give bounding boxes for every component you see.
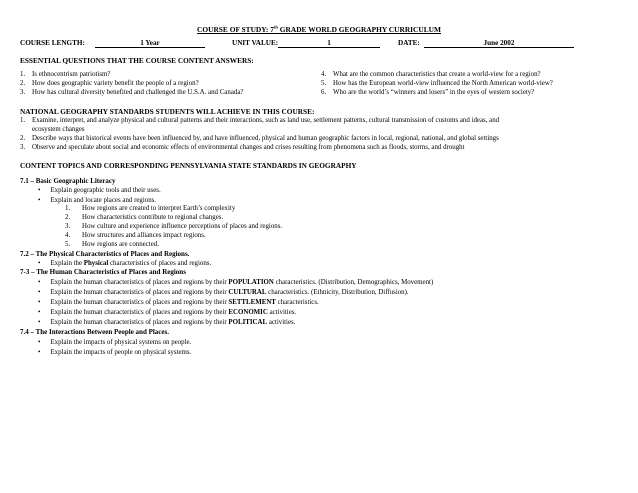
- bullet-icon: •: [38, 298, 41, 306]
- bullet-item: • Explain the impacts of physical systems on people.: [38, 338, 192, 346]
- bullet-item: • Explain the human characteristics of places and regions by their POLITICAL activities.: [38, 318, 296, 326]
- bullet-item: • Explain the impacts of people on physical systems.: [38, 348, 192, 356]
- bullet-icon: •: [38, 318, 41, 326]
- bullet-item: • Explain geographic tools and their uses.: [38, 186, 161, 194]
- list-item: 4. What are the common characteristics that create a world-view for a region?: [321, 71, 541, 78]
- section-heading-7-2: 7.2 – The Physical Characteristics of Places and Regions.: [20, 250, 190, 258]
- course-length-value: 1 Year: [95, 39, 205, 48]
- date-label: DATE:: [398, 39, 420, 47]
- bullet-item: • Explain the human characteristics of places and regions by their SETTLEMENT characteristics.: [38, 298, 319, 306]
- date-value: June 2002: [424, 39, 574, 48]
- section-heading-7-4: 7.4 – The Interactions Between People and Places.: [20, 328, 169, 336]
- bullet-item: • Explain and locate places and regions.: [38, 196, 157, 204]
- bullet-item: • Explain the human characteristics of places and regions by their ECONOMIC activities.: [38, 308, 297, 316]
- list-item: 1. Is ethnocentrism patriotism?: [20, 71, 111, 78]
- list-item: 5. How has the European world-view influenced the North American world-view?: [321, 80, 553, 87]
- sub-list-item: 3. How culture and experience influence perceptions of places and regions.: [65, 223, 283, 230]
- national-standards-heading: NATIONAL GEOGRAPHY STANDARDS STUDENTS WILL ACHIEVE IN THIS COURSE:: [20, 107, 315, 116]
- document-title: COURSE OF STUDY: 7th GRADE WORLD GEOGRAPHY CURRICULUM: [197, 24, 441, 34]
- sub-list-item: 4. How structures and alliances impact regions.: [65, 232, 206, 239]
- bullet-icon: •: [38, 308, 41, 316]
- list-item: 2. How does geographic variety benefit the people of a region?: [20, 80, 199, 87]
- sub-list-item: 5. How regions are connected.: [65, 241, 159, 248]
- section-heading-7-1: 7.1 – Basic Geographic Literacy: [20, 177, 116, 185]
- list-item: 1. Examine, interpret, and analyze physical and cultural patterns and their interactions, such as land use, settlement patterns, cultural transmission of customs and ideas, and: [20, 117, 500, 124]
- list-item: 3. How has cultural diversity benefited and challenged the U.S.A. and Canada?: [20, 89, 244, 96]
- essential-questions-heading: ESSENTIAL QUESTIONS THAT THE COURSE CONTENT ANSWERS:: [20, 56, 254, 65]
- content-topics-heading: CONTENT TOPICS AND CORRESPONDING PENNSYLVANIA STATE STANDARDS IN GEOGRAPHY: [20, 161, 357, 170]
- course-length-label: COURSE LENGTH:: [20, 39, 85, 47]
- list-item: 3. Observe and speculate about social and economic effects of environmental changes and crises resulting from phenomena such as floods, storms, and drought: [20, 144, 465, 151]
- bullet-item: • Explain the human characteristics of places and regions by their POPULATION characteristics. (Distribution, Demographics, Movement): [38, 278, 434, 286]
- bullet-icon: •: [38, 338, 41, 346]
- bullet-icon: •: [38, 259, 41, 267]
- list-item: 6. Who are the world’s “winners and losers” in the eyes of western society?: [321, 89, 535, 96]
- bullet-icon: •: [38, 288, 41, 296]
- unit-value-value: 1: [278, 39, 380, 48]
- unit-value-label: UNIT VALUE:: [232, 39, 279, 47]
- bullet-icon: •: [38, 278, 41, 286]
- bullet-icon: •: [38, 186, 41, 194]
- list-item-continuation: ecosystem changes: [32, 126, 85, 133]
- bullet-item: • Explain the Physical characteristics of places and regions.: [38, 259, 212, 267]
- sub-list-item: 1. How regions are created to interpret Earth’s complexity: [65, 205, 236, 212]
- list-item: 2. Describe ways that historical events have been influenced by, and have influenced, physical and human geographic factors in local, regional, national, and global settings: [20, 135, 499, 142]
- bullet-item: • Explain the human characteristics of places and regions by their CULTURAL characteristics. (Ethnicity, Distribution, Diffusion).: [38, 288, 409, 296]
- bullet-icon: •: [38, 196, 41, 204]
- bullet-icon: •: [38, 348, 41, 356]
- sub-list-item: 2. How characteristics contribute to regional changes.: [65, 214, 224, 221]
- section-heading-7-3: 7-3 – The Human Characteristics of Places and Regions: [20, 268, 186, 276]
